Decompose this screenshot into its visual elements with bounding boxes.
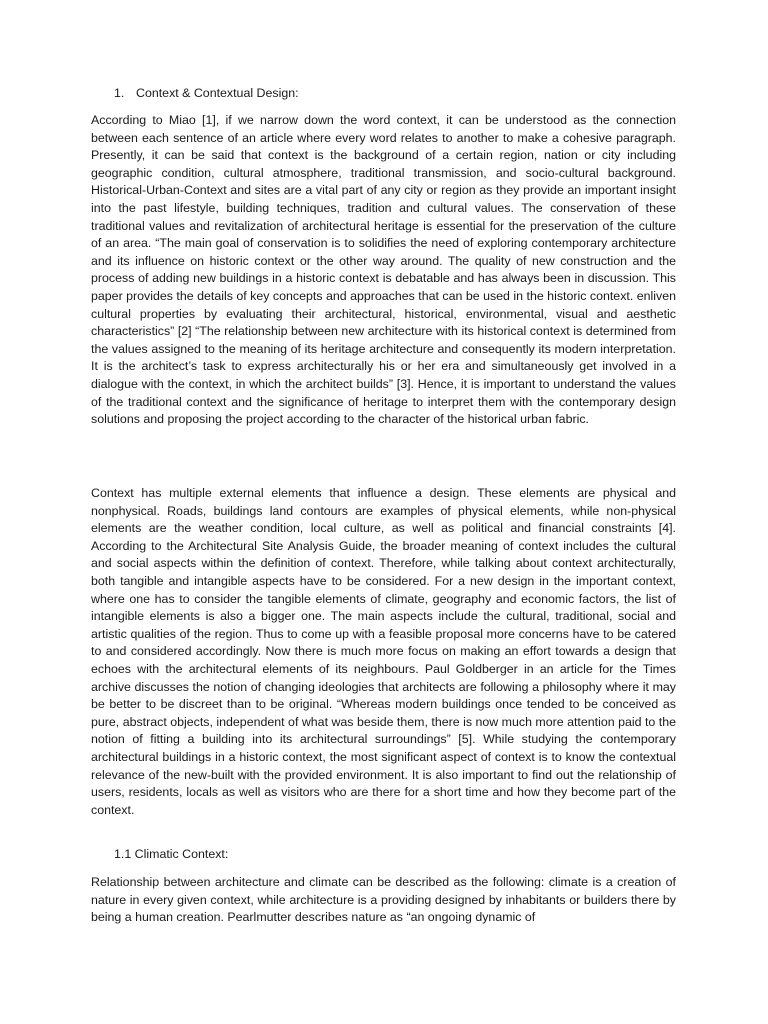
paragraph-context-definition: According to Miao [1], if we narrow down the word context, it can be understood as the connection between each sentence of an article where every word relates to another to make a cohesive paragraph. Presently, it can be said that context is the background of a certain region, nation or city including geographic condition, cultural atmosphere, traditional transmission, and socio-cultural background. Historical-Urban-Context and sites are a vital part of any city or region as they provide an important insight into the past lifestyle, building techniques, tradition and cultural values. The conservation of these traditional values and revitalization of architectural heritage is essential for the preservation of the culture of an area. “The main goal of conservation is to solidifies the need of exploring contemporary architecture and its influence on historic context or the other way around. The quality of new construction and the process of adding new buildings in a historic context is debatable and has always been in discussion. This paper provides the details of key concepts and approaches that can be used in the historic context. enliven cultural properties by evaluating their architectural, historical, environmental, visual and aesthetic characteristics” [2] “The relationship between new architecture with its historical context is determined from the values assigned to the meaning of its heritage architecture and consequently its modern interpretation. It is the architect’s task to express architecturally his or her era and simultaneously get involved in a dialogue with the context, in which the architect builds” [3]. Hence, it is important to understand the values of the traditional context and the significance of heritage to interpret them with the contemporary design solutions and proposing the project according to the character of the historical urban fabric. — [91, 113, 676, 427]
section-title: Context & Contextual Design: — [136, 86, 299, 100]
paragraph-climatic-context: Relationship between architecture and climate can be described as the following: climate is a creation of nature in every given context, while architecture is a providing designed by inhabitants or builders there by being a human creation. Pearlmutter describes nature as “an ongoing dynamic of — [91, 875, 676, 925]
section-heading — [114, 85, 299, 103]
section-number: 1. — [114, 86, 125, 100]
paragraph-context-elements: Context has multiple external elements that influence a design. These elements are physical and nonphysical. Roads, buildings land contours are examples of physical elements, while non-physical elements are the weather condition, local culture, as well as political and financial constraints [4]. According to the Architectural Site Analysis Guide, the broader meaning of context includes the cultural and social aspects within the definition of context. Therefore, while talking about context architecturally, both tangible and intangible aspects have to be considered. For a new design in the important context, where one has to consider the tangible elements of climate, geography and economic factors, the list of intangible elements is also a bigger one. The main aspects include the cultural, traditional, social and artistic qualities of the region. Thus to come up with a feasible proposal more concerns have to be catered to and considered accordingly. Now there is much more focus on making an effort towards a design that echoes with the architectural elements of its neighbours. Paul Goldberger in an article for the Times archive discusses the notion of changing ideologies that architects are following a philosophy where it may be better to be discreet than to be original. “Whereas modern buildings once tended to be conceived as pure, abstract objects, independent of what was beside them, there is now much more attention paid to the notion of fitting a building into its architectural surroundings” [5]. While studying the contemporary architectural buildings in a historic context, the most significant aspect of context is to know the contextual relevance of the new-built with the provided environment. It is also important to find out the relationship of users, residents, locals as well as visitors who are there for a short time and how they become part of the context. — [91, 486, 676, 817]
subsection-heading: 1.1 Climatic Context: — [114, 847, 229, 861]
